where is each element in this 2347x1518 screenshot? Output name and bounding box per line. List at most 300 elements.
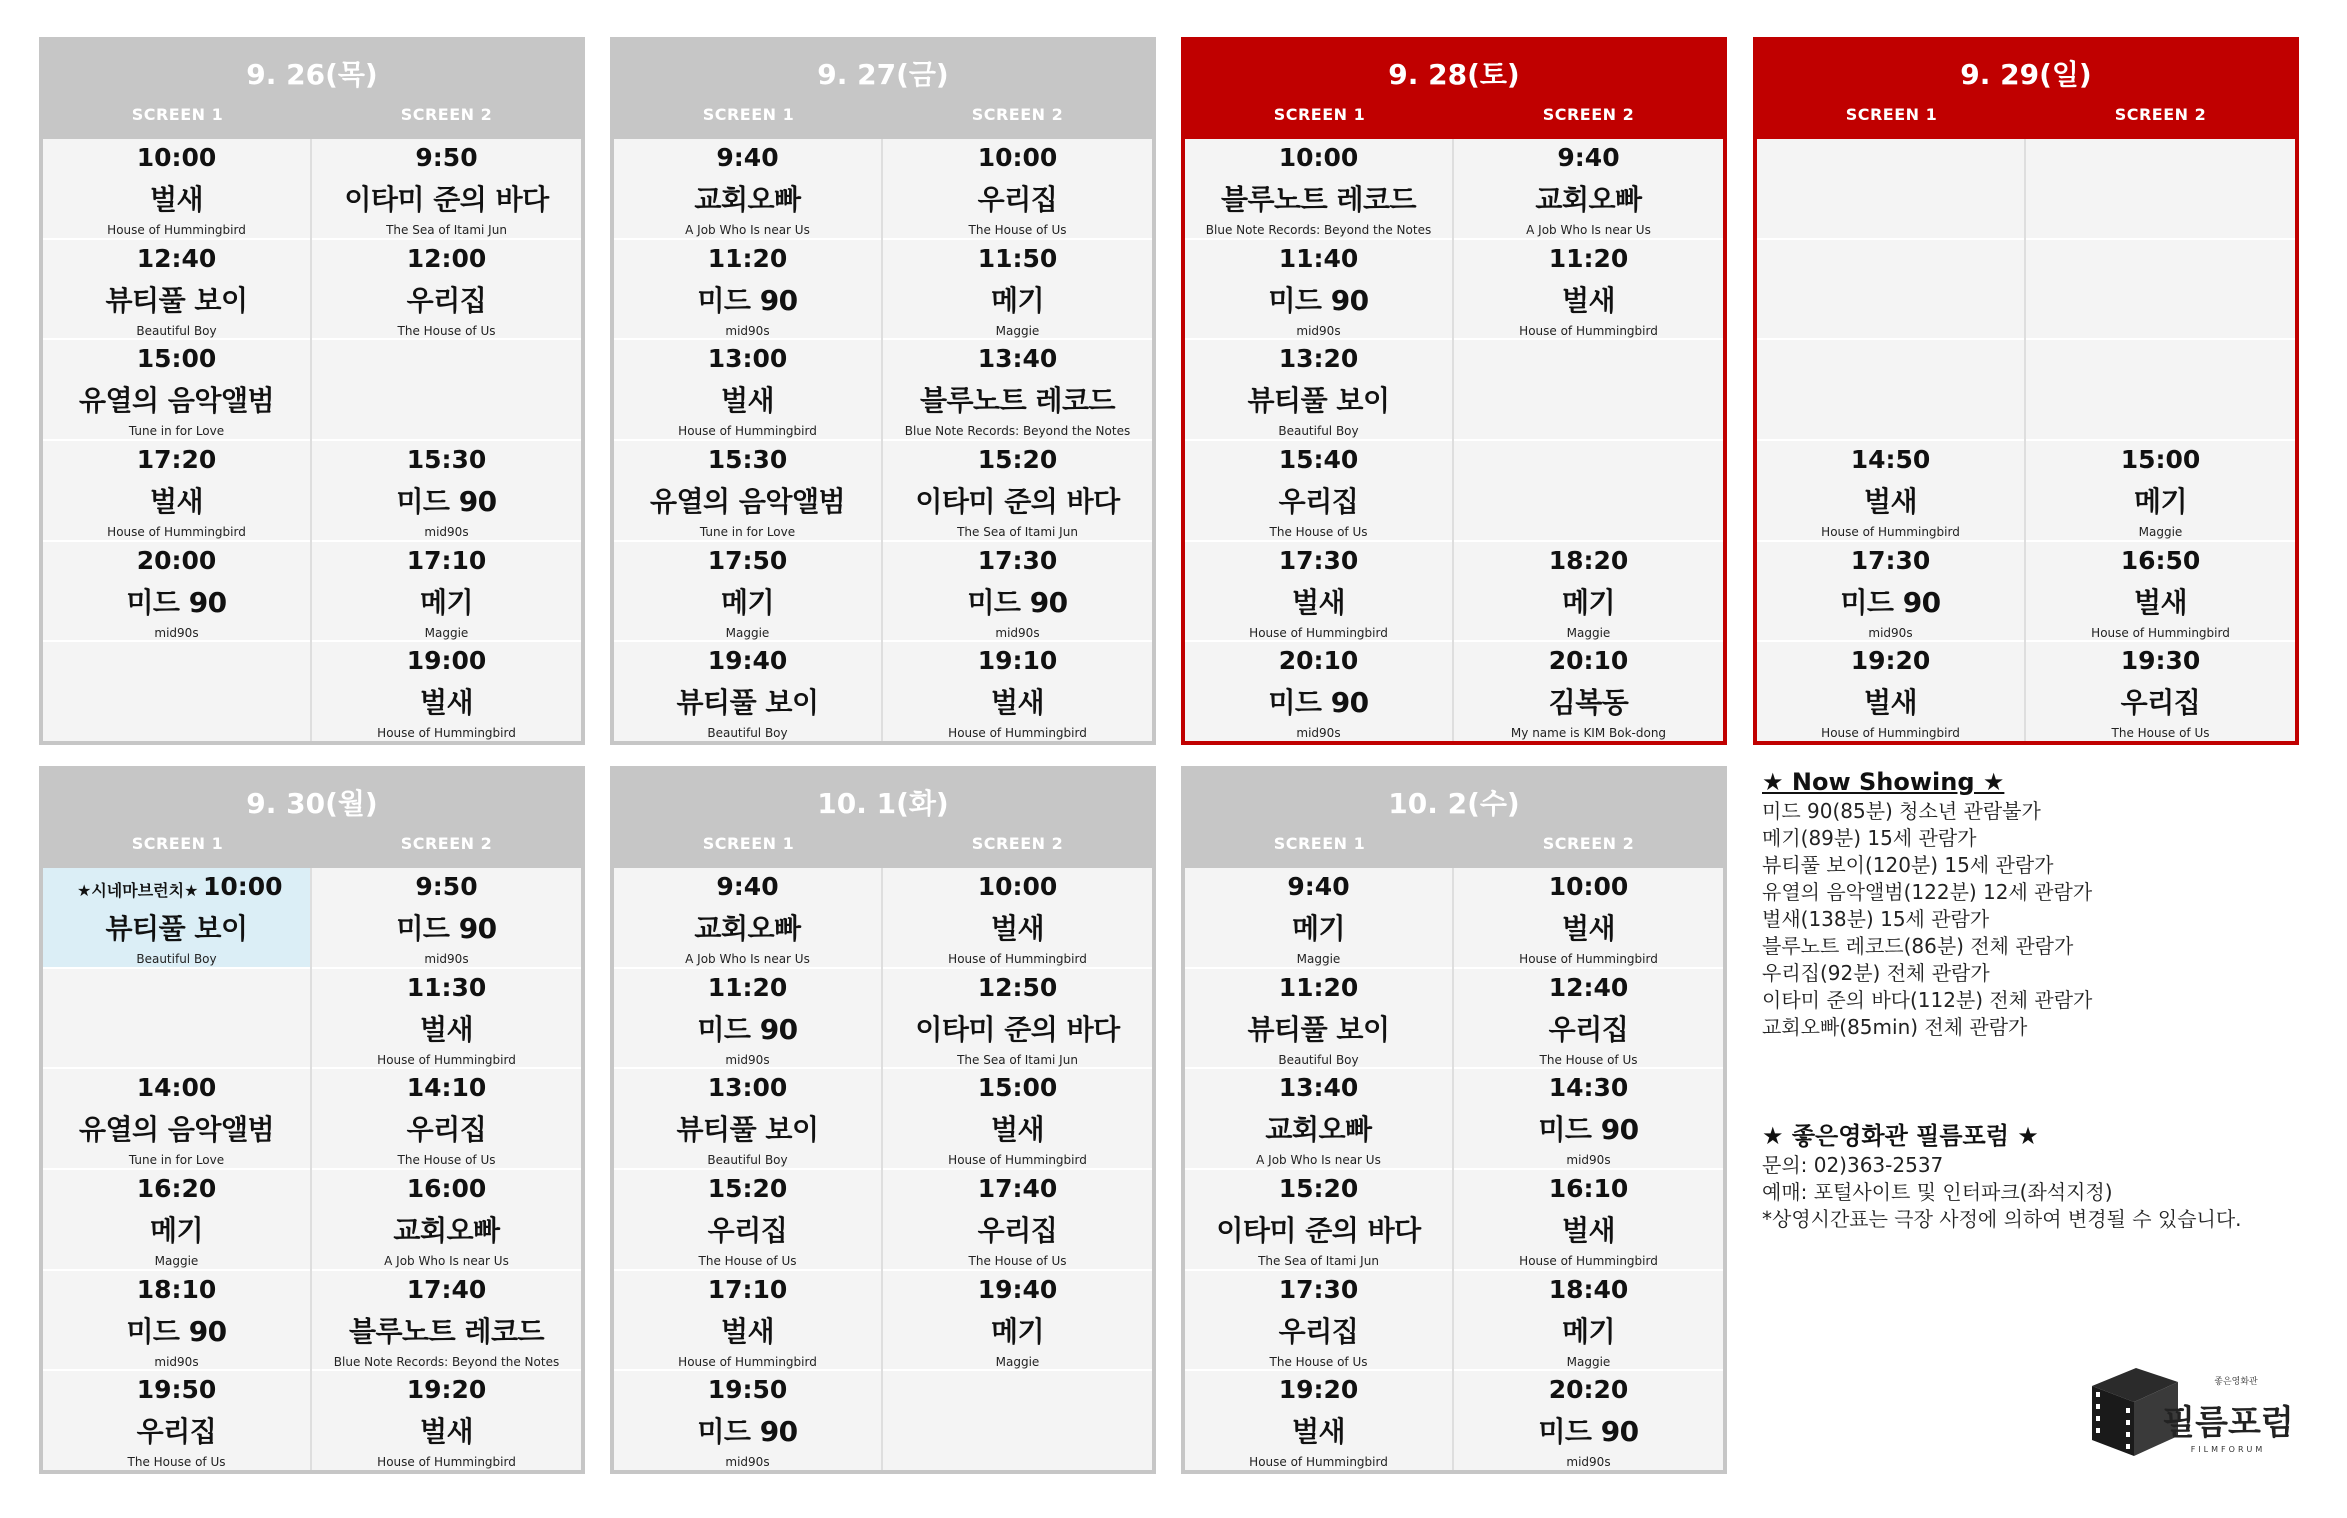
movie-title-en: House of Hummingbird bbox=[1519, 952, 1658, 966]
showtime-slot bbox=[43, 338, 310, 439]
showtime-slot bbox=[1454, 540, 1723, 641]
now-showing-item: 교회오빠(85min) 전체 관람가 bbox=[1762, 1015, 2028, 1039]
showtime-slot bbox=[312, 1369, 581, 1470]
movie-title-en: The Sea of Itami Jun bbox=[957, 525, 1078, 540]
showtime: 11:30 bbox=[406, 972, 487, 1002]
movie-title: 메기 bbox=[149, 1214, 204, 1248]
movie-title-en: Maggie bbox=[1296, 952, 1341, 966]
showtime: 17:20 bbox=[136, 445, 217, 475]
showtime: 15:20 bbox=[977, 445, 1058, 475]
movie-title-en: The House of Us bbox=[127, 1455, 226, 1470]
showtime-slot bbox=[43, 139, 310, 238]
movie-title: 우리집 bbox=[2120, 686, 2201, 720]
movie-title-en: Maggie bbox=[995, 1354, 1040, 1369]
screen-1-label: SCREEN 1 bbox=[131, 834, 224, 853]
movie-title-en: Blue Note Records: Beyond the Notes bbox=[333, 1354, 560, 1369]
showtime-slot bbox=[312, 1269, 581, 1370]
movie-title-en: My name is KIM Bok-dong bbox=[1510, 726, 1667, 741]
showtime-slot bbox=[2026, 439, 2295, 540]
movie-title: 교회오빠 bbox=[1535, 183, 1642, 216]
theater-booking: 예매: 포털사이트 및 인터파크(좌석지정) bbox=[1762, 1180, 2113, 1204]
movie-title: 우리집 bbox=[707, 1214, 788, 1248]
movie-title-en: The House of Us bbox=[1269, 525, 1368, 540]
empty-slot bbox=[2026, 139, 2295, 238]
showtime-slot bbox=[1454, 1067, 1723, 1168]
showtime: 9:40 bbox=[1287, 872, 1350, 901]
movie-title: 우리집 bbox=[1278, 1314, 1359, 1348]
movie-title-en: Tune in for Love bbox=[128, 424, 225, 439]
movie-title: 벌새 bbox=[720, 1314, 775, 1348]
movie-title: 벌새 bbox=[2133, 585, 2188, 619]
movie-title: 뷰티풀 보이 bbox=[676, 686, 819, 720]
movie-title: 벌새 bbox=[990, 686, 1045, 720]
movie-title-en: A Job Who Is near Us bbox=[685, 223, 810, 237]
movie-title-en: Blue Note Records: Beyond the Notes bbox=[904, 424, 1131, 439]
movie-title-en: House of Hummingbird bbox=[107, 223, 246, 237]
showtime: 20:10 bbox=[1548, 646, 1629, 676]
showtime-slot bbox=[312, 868, 581, 967]
day-schedule bbox=[1753, 37, 2299, 745]
movie-title-en: House of Hummingbird bbox=[948, 952, 1087, 966]
day-header bbox=[614, 41, 1152, 139]
movie-title: 미드 90 bbox=[697, 1012, 798, 1046]
day-schedule bbox=[1181, 37, 1727, 745]
showtime-slot bbox=[614, 640, 881, 741]
showtime-slot bbox=[883, 640, 1152, 741]
movie-title: 이타미 준의 바다 bbox=[344, 183, 549, 216]
showtime-slot bbox=[1757, 439, 2024, 540]
movie-title: 메기 bbox=[1561, 585, 1616, 619]
showtime: 15:00 bbox=[2120, 445, 2201, 475]
showtime-slot bbox=[614, 540, 881, 641]
movie-title: 벌새 bbox=[419, 1415, 474, 1449]
movie-title-en: Maggie bbox=[1566, 1354, 1611, 1369]
showtime: 11:40 bbox=[1278, 243, 1359, 273]
showtime: 20:00 bbox=[136, 545, 217, 575]
movie-title: 우리집 bbox=[136, 1415, 217, 1449]
showtime: 11:20 bbox=[707, 243, 788, 273]
showtime: 12:40 bbox=[1548, 972, 1629, 1002]
movie-title-en: Beautiful Boy bbox=[136, 952, 217, 966]
showtime: 10:00 bbox=[977, 143, 1058, 172]
movie-title: 미드 90 bbox=[1538, 1415, 1639, 1449]
movie-title: 메기 bbox=[1291, 912, 1346, 945]
movie-title-en: mid90s bbox=[1296, 323, 1341, 338]
special-note: ★시네마브런치★ bbox=[77, 881, 199, 900]
day-header bbox=[43, 770, 581, 868]
movie-title-en: A Job Who Is near Us bbox=[384, 1254, 509, 1269]
showtime: 13:20 bbox=[1278, 344, 1359, 374]
movie-title: 블루노트 레코드 bbox=[1220, 183, 1417, 216]
movie-title: 벌새 bbox=[149, 485, 204, 519]
showtime: 17:30 bbox=[1278, 1274, 1359, 1304]
showtime: 10:00 bbox=[1278, 143, 1359, 172]
day-schedule bbox=[39, 766, 585, 1474]
showtime: 11:20 bbox=[1548, 243, 1629, 273]
movie-title-en: mid90s bbox=[725, 1455, 770, 1470]
empty-slot bbox=[883, 1369, 1152, 1470]
showtime: 19:00 bbox=[406, 646, 487, 676]
screen1-column bbox=[43, 139, 312, 741]
movie-title: 우리집 bbox=[977, 183, 1058, 216]
movie-title: 미드 90 bbox=[126, 585, 227, 619]
movie-title: 벌새 bbox=[720, 384, 775, 418]
movie-title-en: The House of Us bbox=[698, 1254, 797, 1269]
logo-name-ko: 필름포럼 bbox=[2162, 1403, 2294, 1443]
screen1-column bbox=[614, 139, 883, 741]
movie-title: 교회오빠 bbox=[694, 183, 801, 216]
now-showing-item: 벌새(138분) 15세 관람가 bbox=[1762, 907, 1990, 931]
showtime-slot bbox=[614, 1067, 881, 1168]
showtime: 13:00 bbox=[707, 1073, 788, 1103]
movie-title: 우리집 bbox=[1278, 485, 1359, 519]
showtime-slot bbox=[43, 1369, 310, 1470]
movie-title: 교회오빠 bbox=[1265, 1113, 1372, 1147]
movie-title-en: mid90s bbox=[1566, 1153, 1611, 1168]
showtime-slot bbox=[883, 1067, 1152, 1168]
movie-title-en: The House of Us bbox=[968, 1254, 1067, 1269]
movie-title: 블루노트 레코드 bbox=[919, 384, 1116, 418]
showtime-slot bbox=[614, 439, 881, 540]
showtime-slot bbox=[1185, 338, 1452, 439]
showtime-slot bbox=[1185, 1067, 1452, 1168]
movie-title-en: The House of Us bbox=[1269, 1354, 1368, 1369]
movie-title-en: The House of Us bbox=[397, 1153, 496, 1168]
movie-title: 이타미 준의 바다 bbox=[1216, 1214, 1421, 1248]
day-header bbox=[614, 770, 1152, 868]
movie-title: 메기 bbox=[720, 585, 775, 619]
movie-title-en: mid90s bbox=[154, 625, 199, 640]
showtime-slot bbox=[614, 1369, 881, 1470]
showtime: 13:40 bbox=[977, 344, 1058, 374]
movie-title: 벌새 bbox=[1561, 283, 1616, 317]
showtime: 19:20 bbox=[1850, 646, 1931, 676]
showtime: 17:10 bbox=[707, 1274, 788, 1304]
movie-title: 벌새 bbox=[1561, 912, 1616, 945]
showtime: 16:50 bbox=[2120, 545, 2201, 575]
filmforum-logo bbox=[2086, 1356, 2294, 1464]
showtime-slot bbox=[614, 1269, 881, 1370]
showtime-slot bbox=[312, 640, 581, 741]
showtime: 11:50 bbox=[977, 243, 1058, 273]
day-date: 10. 2(수) bbox=[1388, 787, 1520, 820]
day-schedule bbox=[39, 37, 585, 745]
showtime-slot bbox=[614, 967, 881, 1068]
showtime-slot bbox=[1757, 540, 2024, 641]
showtime: 15:00 bbox=[977, 1073, 1058, 1103]
showtime-slot bbox=[614, 338, 881, 439]
showtime: 14:30 bbox=[1548, 1073, 1629, 1103]
showtime: 16:10 bbox=[1548, 1174, 1629, 1204]
showtime-slot bbox=[43, 1269, 310, 1370]
movie-title-en: The House of Us bbox=[397, 323, 496, 338]
showtime: 20:20 bbox=[1548, 1375, 1629, 1405]
screen1-column bbox=[1185, 868, 1454, 1470]
movie-title-en: mid90s bbox=[995, 625, 1040, 640]
showtime-slot bbox=[1185, 640, 1452, 741]
empty-slot bbox=[2026, 338, 2295, 439]
movie-title: 우리집 bbox=[1548, 1012, 1629, 1046]
showtime-slot bbox=[1185, 1269, 1452, 1370]
movie-title-en: Maggie bbox=[995, 323, 1040, 338]
movie-title-en: House of Hummingbird bbox=[1821, 726, 1960, 741]
day-date: 9. 29(일) bbox=[1960, 58, 2092, 91]
movie-title-en: The House of Us bbox=[968, 223, 1067, 237]
movie-title: 메기 bbox=[419, 585, 474, 619]
showtime-slot bbox=[1454, 640, 1723, 741]
showtime-slot bbox=[312, 439, 581, 540]
showtime: 10:00 bbox=[977, 872, 1058, 901]
movie-title-en: Blue Note Records: Beyond the Notes bbox=[1205, 223, 1432, 237]
movie-title-en: Maggie bbox=[424, 625, 469, 640]
showtime-slot bbox=[312, 1168, 581, 1269]
screen-2-label: SCREEN 2 bbox=[1542, 105, 1635, 124]
showtime: 15:30 bbox=[406, 445, 487, 475]
empty-slot bbox=[43, 640, 310, 741]
screen2-column bbox=[2026, 139, 2295, 741]
showtime: 13:00 bbox=[707, 344, 788, 374]
empty-slot bbox=[43, 967, 310, 1068]
now-showing-item: 뷰티풀 보이(120분) 15세 관람가 bbox=[1762, 853, 2054, 877]
movie-title: 우리집 bbox=[406, 1113, 487, 1147]
screen2-column bbox=[312, 139, 581, 741]
movie-title-en: House of Hummingbird bbox=[1821, 525, 1960, 540]
showtime: 17:10 bbox=[406, 545, 487, 575]
showtime-slot bbox=[1185, 139, 1452, 238]
movie-title: 미드 90 bbox=[697, 1415, 798, 1449]
movie-title: 미드 90 bbox=[697, 283, 798, 317]
showtime-slot bbox=[883, 338, 1152, 439]
screen2-column bbox=[312, 868, 581, 1470]
showtime-slot bbox=[1454, 1369, 1723, 1470]
showtime-slot bbox=[883, 139, 1152, 238]
showtime-slot bbox=[2026, 640, 2295, 741]
showtime: 13:40 bbox=[1278, 1073, 1359, 1103]
showtime: 10:00 bbox=[203, 872, 283, 901]
showtime: 9:40 bbox=[1557, 143, 1620, 172]
showtime-slot bbox=[883, 439, 1152, 540]
showtime-slot bbox=[883, 238, 1152, 339]
screen-1-label: SCREEN 1 bbox=[1273, 105, 1366, 124]
empty-slot bbox=[1757, 338, 2024, 439]
movie-title-en: House of Hummingbird bbox=[678, 424, 817, 439]
showtime: 11:20 bbox=[707, 972, 788, 1002]
theater-phone: 문의: 02)363-2537 bbox=[1762, 1153, 1944, 1177]
showtime: 17:30 bbox=[977, 545, 1058, 575]
showtime: 14:10 bbox=[406, 1073, 487, 1103]
showtime-slot bbox=[614, 139, 881, 238]
movie-title: 교회오빠 bbox=[393, 1214, 500, 1248]
movie-title-en: The House of Us bbox=[1539, 1052, 1638, 1067]
logo-name-en: FILMFORUM bbox=[2190, 1445, 2266, 1454]
movie-title: 우리집 bbox=[406, 283, 487, 317]
movie-title: 뷰티풀 보이 bbox=[105, 912, 248, 945]
movie-title: 유열의 음악앨범 bbox=[649, 485, 846, 519]
showtime: 19:50 bbox=[136, 1375, 217, 1405]
screen-2-label: SCREEN 2 bbox=[971, 105, 1064, 124]
showtime-slot bbox=[1185, 540, 1452, 641]
showtime: 15:00 bbox=[136, 344, 217, 374]
theater-info-section bbox=[1762, 1120, 2242, 1233]
showtime-slot bbox=[43, 238, 310, 339]
movie-title-en: House of Hummingbird bbox=[1519, 323, 1658, 338]
movie-title: 벌새 bbox=[990, 1113, 1045, 1147]
screen-2-label: SCREEN 2 bbox=[400, 834, 493, 853]
empty-slot bbox=[2026, 238, 2295, 339]
day-schedule bbox=[1181, 766, 1727, 1474]
screen-1-label: SCREEN 1 bbox=[702, 105, 795, 124]
showtime-slot bbox=[312, 238, 581, 339]
movie-title-en: Maggie bbox=[2138, 525, 2183, 540]
movie-title-en: Beautiful Boy bbox=[707, 1153, 788, 1168]
movie-title: 벌새 bbox=[1863, 485, 1918, 519]
showtime: 12:50 bbox=[977, 972, 1058, 1002]
showtime: 10:00 bbox=[1548, 872, 1629, 901]
showtime: 9:40 bbox=[716, 143, 779, 172]
day-schedule bbox=[610, 766, 1156, 1474]
movie-title-en: Beautiful Boy bbox=[1278, 424, 1359, 439]
screen1-column bbox=[43, 868, 312, 1470]
showtime-slot bbox=[312, 139, 581, 238]
screen-2-label: SCREEN 2 bbox=[1542, 834, 1635, 853]
movie-title-en: mid90s bbox=[154, 1354, 199, 1369]
movie-title-en: The Sea of Itami Jun bbox=[1258, 1254, 1379, 1269]
movie-title: 이타미 준의 바다 bbox=[915, 485, 1120, 519]
showtime: 20:10 bbox=[1278, 646, 1359, 676]
movie-title-en: Maggie bbox=[1566, 625, 1611, 640]
screen-1-label: SCREEN 1 bbox=[1273, 834, 1366, 853]
movie-title-en: House of Hummingbird bbox=[107, 525, 246, 540]
movie-title-en: Tune in for Love bbox=[128, 1153, 225, 1168]
movie-title-en: House of Hummingbird bbox=[377, 1052, 516, 1067]
movie-title-en: Maggie bbox=[154, 1254, 199, 1269]
movie-title-en: House of Hummingbird bbox=[948, 1153, 1087, 1168]
showtime: 11:20 bbox=[1278, 972, 1359, 1002]
showtime-slot bbox=[1454, 868, 1723, 967]
showtime-slot bbox=[1454, 1269, 1723, 1370]
logo-tagline: 좋은영화관 bbox=[2214, 1377, 2258, 1387]
movie-title-en: House of Hummingbird bbox=[1249, 1455, 1388, 1470]
movie-title: 벌새 bbox=[990, 912, 1045, 945]
showtime: 16:20 bbox=[136, 1174, 217, 1204]
movie-title-en: Maggie bbox=[725, 625, 770, 640]
day-header bbox=[43, 41, 581, 139]
movie-title-en: The House of Us bbox=[2111, 726, 2210, 741]
showtime-slot bbox=[883, 540, 1152, 641]
showtime: 18:20 bbox=[1548, 545, 1629, 575]
movie-title-en: House of Hummingbird bbox=[948, 726, 1087, 741]
movie-title-en: House of Hummingbird bbox=[377, 726, 516, 741]
film-box-icon bbox=[2086, 1356, 2294, 1464]
movie-title-en: mid90s bbox=[1566, 1455, 1611, 1470]
showtime: 9:50 bbox=[415, 143, 478, 172]
movie-title-en: A Job Who Is near Us bbox=[685, 952, 810, 966]
day-header bbox=[1757, 41, 2295, 139]
showtime-slot bbox=[1185, 1168, 1452, 1269]
now-showing-item: 유열의 음악앨범(122분) 12세 관람가 bbox=[1762, 880, 2093, 904]
day-date: 9. 30(월) bbox=[246, 787, 378, 820]
movie-title-en: House of Hummingbird bbox=[377, 1455, 516, 1470]
screen-2-label: SCREEN 2 bbox=[400, 105, 493, 124]
showtime: 12:00 bbox=[406, 243, 487, 273]
movie-title: 메기 bbox=[2133, 485, 2188, 519]
showtime: 17:30 bbox=[1278, 545, 1359, 575]
showtime-slot bbox=[1185, 238, 1452, 339]
movie-title: 뷰티풀 보이 bbox=[105, 283, 248, 317]
showtime: 17:30 bbox=[1850, 545, 1931, 575]
movie-title-en: mid90s bbox=[424, 952, 469, 966]
showtime-slot bbox=[883, 1269, 1152, 1370]
showtime: 9:40 bbox=[716, 872, 779, 901]
now-showing-item: 우리집(92분) 전체 관람가 bbox=[1762, 961, 1990, 985]
showtime-slot bbox=[1185, 967, 1452, 1068]
movie-title-en: Beautiful Boy bbox=[1278, 1052, 1359, 1067]
showtime-slot bbox=[43, 439, 310, 540]
movie-title-en: mid90s bbox=[424, 525, 469, 540]
movie-title-en: The Sea of Itami Jun bbox=[957, 1052, 1078, 1067]
movie-title-en: A Job Who Is near Us bbox=[1256, 1153, 1381, 1168]
showtime: 14:00 bbox=[136, 1073, 217, 1103]
movie-title-en: mid90s bbox=[725, 323, 770, 338]
movie-title: 우리집 bbox=[977, 1214, 1058, 1248]
screen1-column bbox=[1185, 139, 1454, 741]
showtime: 19:40 bbox=[977, 1274, 1058, 1304]
showtime-slot bbox=[883, 868, 1152, 967]
showtime-slot bbox=[1454, 139, 1723, 238]
empty-slot bbox=[312, 338, 581, 439]
movie-title: 벌새 bbox=[1863, 686, 1918, 720]
movie-title: 블루노트 레코드 bbox=[348, 1314, 545, 1348]
screen2-column bbox=[883, 868, 1152, 1470]
movie-title-en: Tune in for Love bbox=[699, 525, 796, 540]
movie-title: 벌새 bbox=[1561, 1214, 1616, 1248]
screen-2-label: SCREEN 2 bbox=[2114, 105, 2207, 124]
screen-2-label: SCREEN 2 bbox=[971, 834, 1064, 853]
movie-title-en: House of Hummingbird bbox=[1249, 625, 1388, 640]
showtime-slot bbox=[43, 1067, 310, 1168]
showtime-slot bbox=[1454, 1168, 1723, 1269]
showtime: 17:50 bbox=[707, 545, 788, 575]
empty-slot bbox=[1454, 439, 1723, 540]
showtime: 9:50 bbox=[415, 872, 478, 901]
movie-title-en: Beautiful Boy bbox=[136, 323, 217, 338]
showtime: 19:40 bbox=[707, 646, 788, 676]
showtime: 18:10 bbox=[136, 1274, 217, 1304]
showtime: 19:50 bbox=[707, 1375, 788, 1405]
movie-title: 유열의 음악앨범 bbox=[78, 384, 275, 418]
movie-title-en: mid90s bbox=[725, 1052, 770, 1067]
showtime: 19:30 bbox=[2120, 646, 2201, 676]
movie-title: 뷰티풀 보이 bbox=[1247, 1012, 1390, 1046]
showtime: 14:50 bbox=[1850, 445, 1931, 475]
screen2-column bbox=[1454, 139, 1723, 741]
day-date: 9. 28(토) bbox=[1388, 58, 1520, 91]
movie-title-en: House of Hummingbird bbox=[1519, 1254, 1658, 1269]
movie-title: 벌새 bbox=[1291, 1415, 1346, 1449]
screen2-column bbox=[883, 139, 1152, 741]
empty-slot bbox=[1454, 338, 1723, 439]
movie-title-en: The Sea of Itami Jun bbox=[386, 223, 507, 237]
screen1-column bbox=[1757, 139, 2026, 741]
movie-title: 뷰티풀 보이 bbox=[676, 1113, 819, 1147]
movie-title: 미드 90 bbox=[126, 1314, 227, 1348]
movie-title-en: A Job Who Is near Us bbox=[1526, 223, 1651, 237]
movie-title: 벌새 bbox=[419, 686, 474, 720]
screen-1-label: SCREEN 1 bbox=[131, 105, 224, 124]
movie-title: 벌새 bbox=[1291, 585, 1346, 619]
movie-title: 이타미 준의 바다 bbox=[915, 1012, 1120, 1046]
showtime-slot bbox=[1185, 868, 1452, 967]
